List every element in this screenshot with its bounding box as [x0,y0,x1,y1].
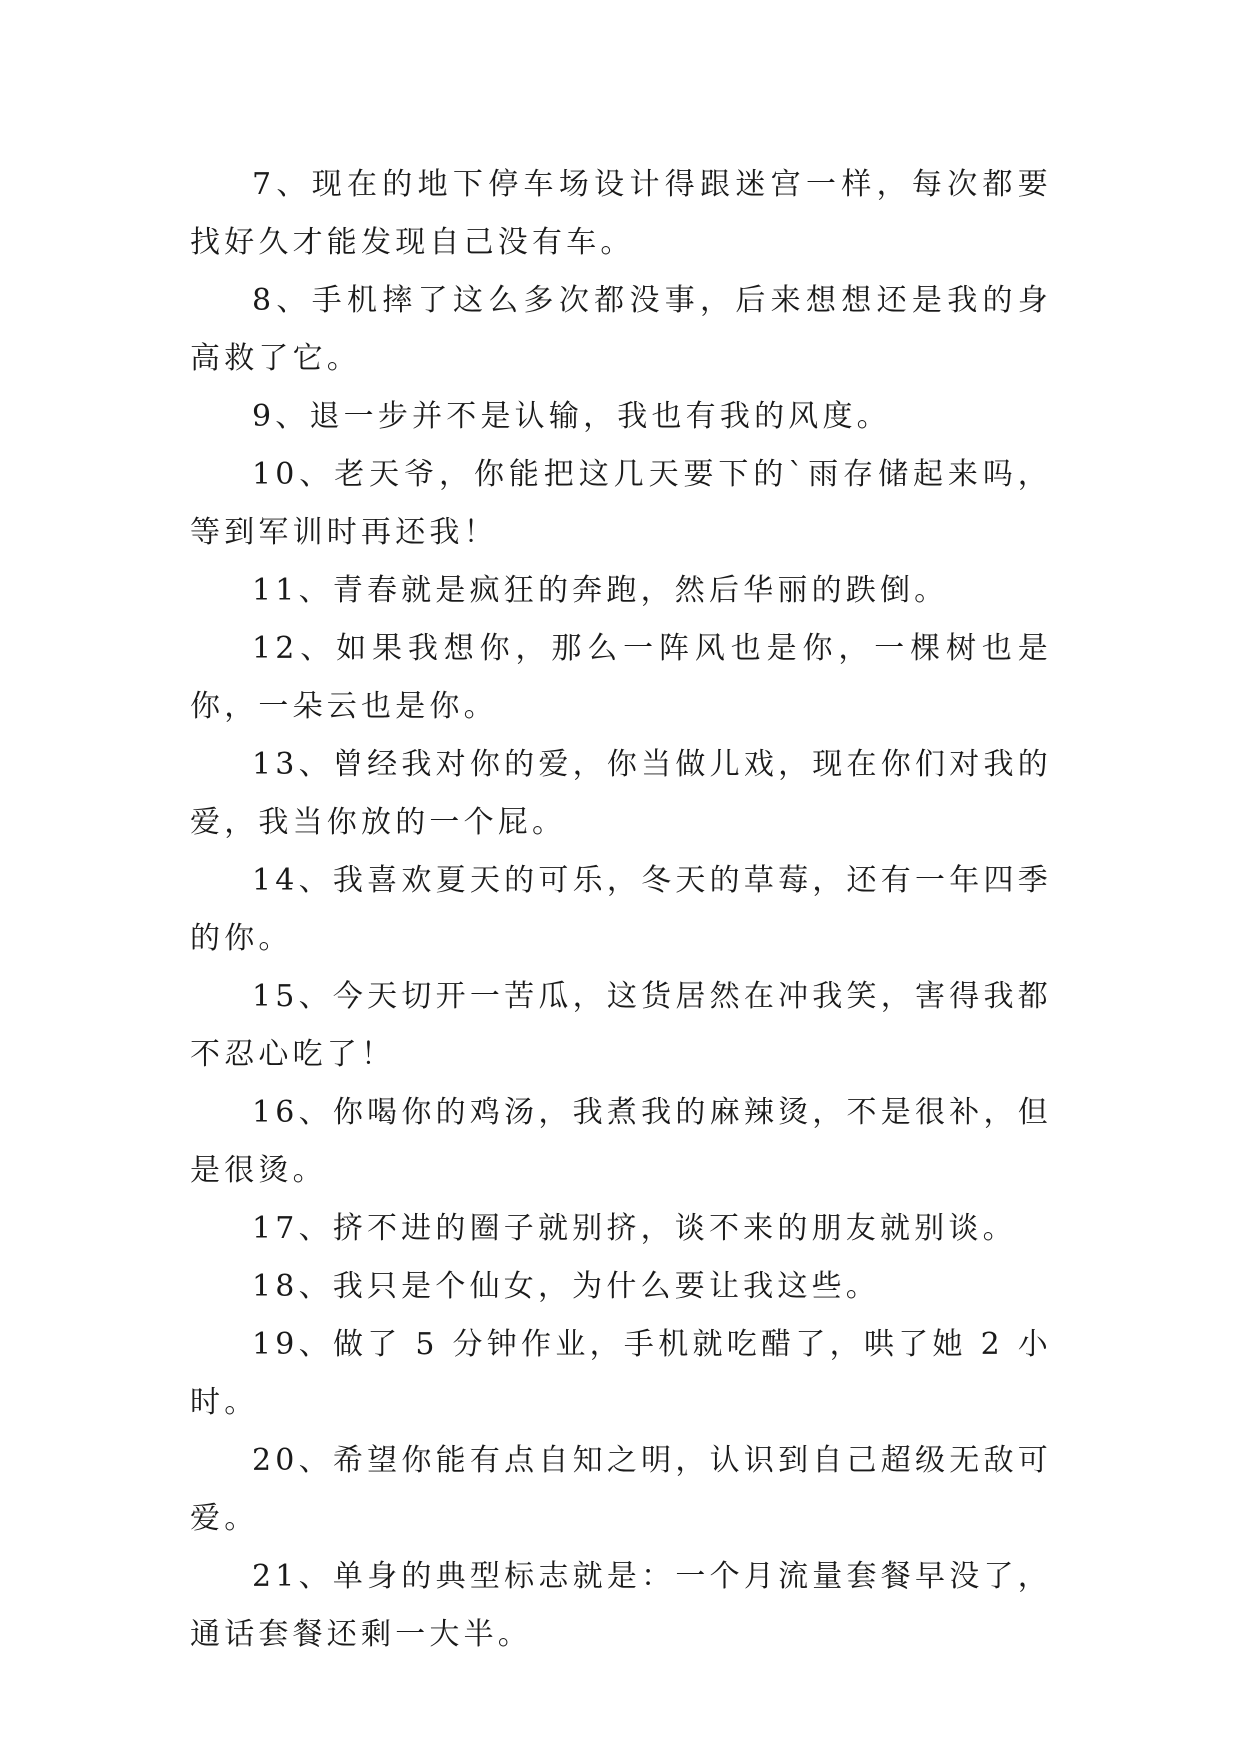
paragraph-9: 9、退一步并不是认输，我也有我的风度。 [252,399,891,434]
paragraph-12: 12、如果我想你，那么一阵风也是你，一棵树也是你，一朵云也是你。 [190,631,1052,724]
paragraph-7: 7、现在的地下停车场设计得跟迷宫一样，每次都要找好久才能发现自己没有车。 [190,167,1052,260]
paragraph-10: 10、老天爷，你能把这几天要下的`雨存储起来吗，等到军训时再还我！ [190,457,1052,550]
paragraph-19: 19、做了 5 分钟作业，手机就吃醋了，哄了她 2 小时。 [190,1327,1052,1420]
paragraph-17: 17、挤不进的圈子就别挤，谈不来的朋友就别谈。 [252,1211,1017,1246]
paragraph-8: 8、手机摔了这么多次都没事，后来想想还是我的身高救了它。 [190,283,1052,376]
paragraph-15: 15、今天切开一苦瓜，这货居然在冲我笑，害得我都不忍心吃了！ [190,979,1052,1072]
paragraph-13: 13、曾经我对你的爱，你当做儿戏，现在你们对我的爱，我当你放的一个屁。 [190,747,1052,840]
paragraph-18: 18、我只是个仙女，为什么要让我这些。 [252,1269,880,1304]
document-body [190,156,1052,1664]
paragraph-20: 20、希望你能有点自知之明，认识到自己超级无敌可爱。 [190,1443,1052,1536]
paragraph-21: 21、单身的典型标志就是：一个月流量套餐早没了，通话套餐还剩一大半。 [190,1559,1052,1652]
paragraph-16: 16、你喝你的鸡汤，我煮我的麻辣烫，不是很补，但是很烫。 [190,1095,1052,1188]
paragraph-14: 14、我喜欢夏天的可乐，冬天的草莓，还有一年四季的你。 [190,863,1052,956]
paragraph-11: 11、青春就是疯狂的奔跑，然后华丽的跌倒。 [252,573,949,608]
